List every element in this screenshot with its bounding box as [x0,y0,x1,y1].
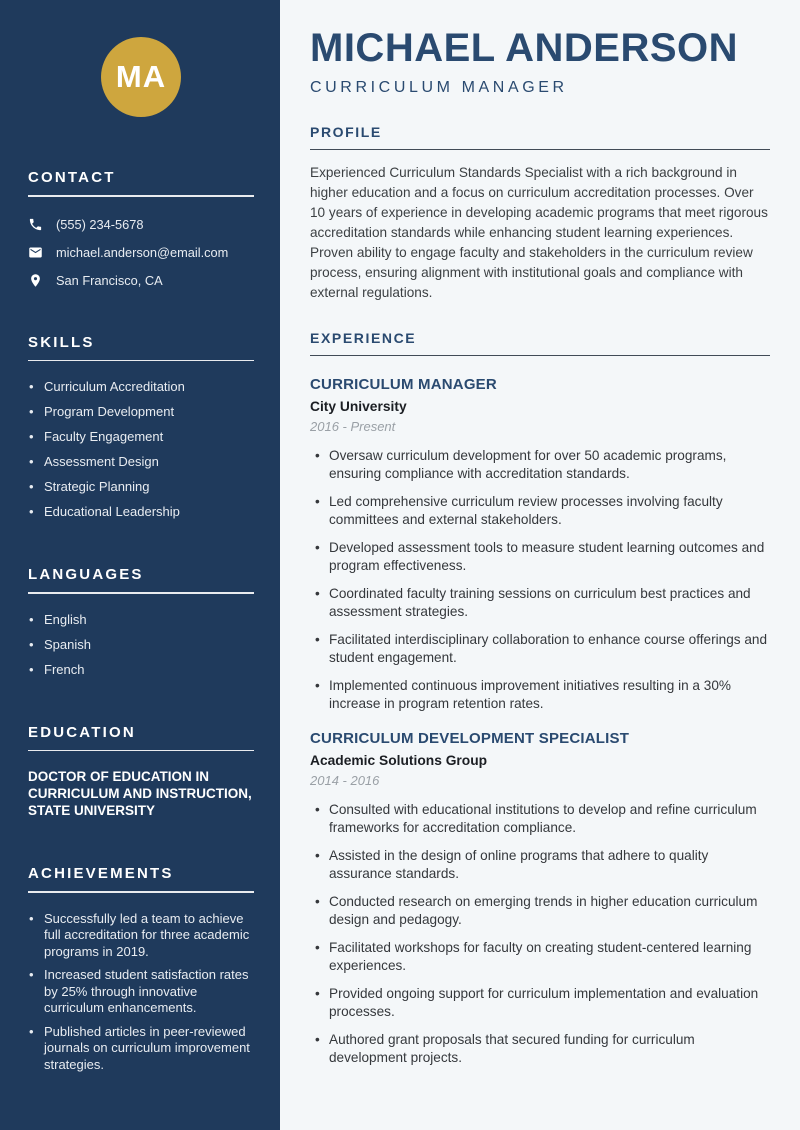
job-bullet: • Coordinated faculty training sessions on curriculum best practices and assessment strategies. [310,585,770,621]
languages-section [28,566,254,678]
languages-heading: LANGUAGES [28,566,144,583]
profile-heading: PROFILE [310,124,382,140]
skill-item: • Faculty Engagement [28,429,254,445]
job-bullet: • Oversaw curriculum development for over 50 academic programs, ensuring compliance with accreditation standards. [310,447,770,483]
job-bullet: • Consulted with educational institutions to develop and refine curriculum frameworks for accreditation compliance. [310,801,770,837]
contact-row-email [28,245,254,260]
email-icon [28,245,43,260]
job-company: Academic Solutions Group [310,753,488,768]
job-bullet: • Led comprehensive curriculum review processes involving faculty committees and external stakeholders. [310,493,770,529]
job-bullets [310,801,770,1067]
education-divider [28,750,254,752]
avatar [101,37,181,117]
contact-list [28,217,254,288]
job-company: City University [310,399,407,414]
skills-divider [28,360,254,362]
language-item: • Spanish [28,637,254,653]
avatar-initials: MA [115,59,167,94]
job-bullet: • Facilitated interdisciplinary collaboration to enhance course offerings and student engagement. [310,631,770,667]
skills-section [28,334,254,521]
phone-icon [28,217,43,232]
job-dates: 2014 - 2016 [310,773,380,788]
language-item: • French [28,662,254,678]
profile-text: Experienced Curriculum Standards Specialist with a rich background in higher education and a focus on curriculum accreditation processes. Over 10 years of experience in developing academic programs that meet rigorous accreditation standards while enhancing student learning experiences. Proven ability to engage faculty and stakeholders in the curriculum review process, ensuring alignment with institutional goals and compliance with external regulations. [310,165,768,300]
education-section [28,724,254,820]
profile-section [310,124,770,303]
skill-item: • Curriculum Accreditation [28,379,254,395]
achievement-item: • Successfully led a team to achieve full accreditation for three academic programs in 2019. [28,911,254,961]
contact-location: San Francisco, CA [56,272,163,288]
job-entry-2 [310,730,770,1067]
profile-divider [310,149,770,150]
job-bullet: • Conducted research on emerging trends in higher education curriculum design and pedagogy. [310,893,770,929]
location-icon [28,273,43,288]
languages-list [28,612,254,678]
job-bullet: • Assisted in the design of online programs that adhere to quality assurance standards. [310,847,770,883]
contact-section [28,169,254,288]
job-title: CURRICULUM MANAGER [310,376,497,393]
language-item: • English [28,612,254,628]
job-bullets [310,447,770,713]
contact-row-phone [28,217,254,232]
contact-heading: CONTACT [28,169,116,186]
job-bullet: • Authored grant proposals that secured funding for curriculum development projects. [310,1031,770,1067]
experience-heading: EXPERIENCE [310,330,417,346]
skills-heading: SKILLS [28,333,95,351]
contact-row-location [28,273,254,288]
job-entry-1 [310,376,770,713]
education-degree: DOCTOR OF EDUCATION IN CURRICULUM AND INSTRUCTION, STATE UNIVERSITY [28,769,252,818]
job-bullet: • Implemented continuous improvement initiatives resulting in a 30% increase in program retention rates. [310,677,770,713]
main-column [280,0,800,1130]
job-bullet: • Provided ongoing support for curriculum implementation and evaluation processes. [310,985,770,1021]
achievements-divider [28,891,254,893]
contact-email: michael.anderson@email.com [56,244,229,260]
experience-divider [310,355,770,356]
job-title: CURRICULUM DEVELOPMENT SPECIALIST [310,730,630,747]
job-dates: 2016 - Present [310,419,396,434]
experience-section [310,330,770,1067]
contact-phone: (555) 234-5678 [56,216,144,232]
job-bullet: • Developed assessment tools to measure student learning outcomes and program effectiveness. [310,539,770,575]
skill-item: • Strategic Planning [28,479,254,495]
achievements-list [28,911,254,1074]
skills-list [28,379,254,520]
person-title: CURRICULUM MANAGER [310,79,568,96]
sidebar [0,0,280,1130]
achievements-section [28,865,254,1073]
languages-divider [28,592,254,594]
person-name: MICHAEL ANDERSON [310,26,739,70]
skill-item: • Assessment Design [28,454,254,470]
achievements-heading: ACHIEVEMENTS [28,865,174,882]
skill-item: • Program Development [28,404,254,420]
contact-divider [28,195,254,197]
achievement-item: • Increased student satisfaction rates by 25% through innovative curriculum enhancements. [28,967,254,1017]
skill-item: • Educational Leadership [28,504,254,520]
job-bullet: • Facilitated workshops for faculty on creating student-centered learning experiences. [310,939,770,975]
achievement-item: • Published articles in peer-reviewed journals on curriculum improvement strategies. [28,1024,254,1074]
education-heading: EDUCATION [28,723,136,741]
